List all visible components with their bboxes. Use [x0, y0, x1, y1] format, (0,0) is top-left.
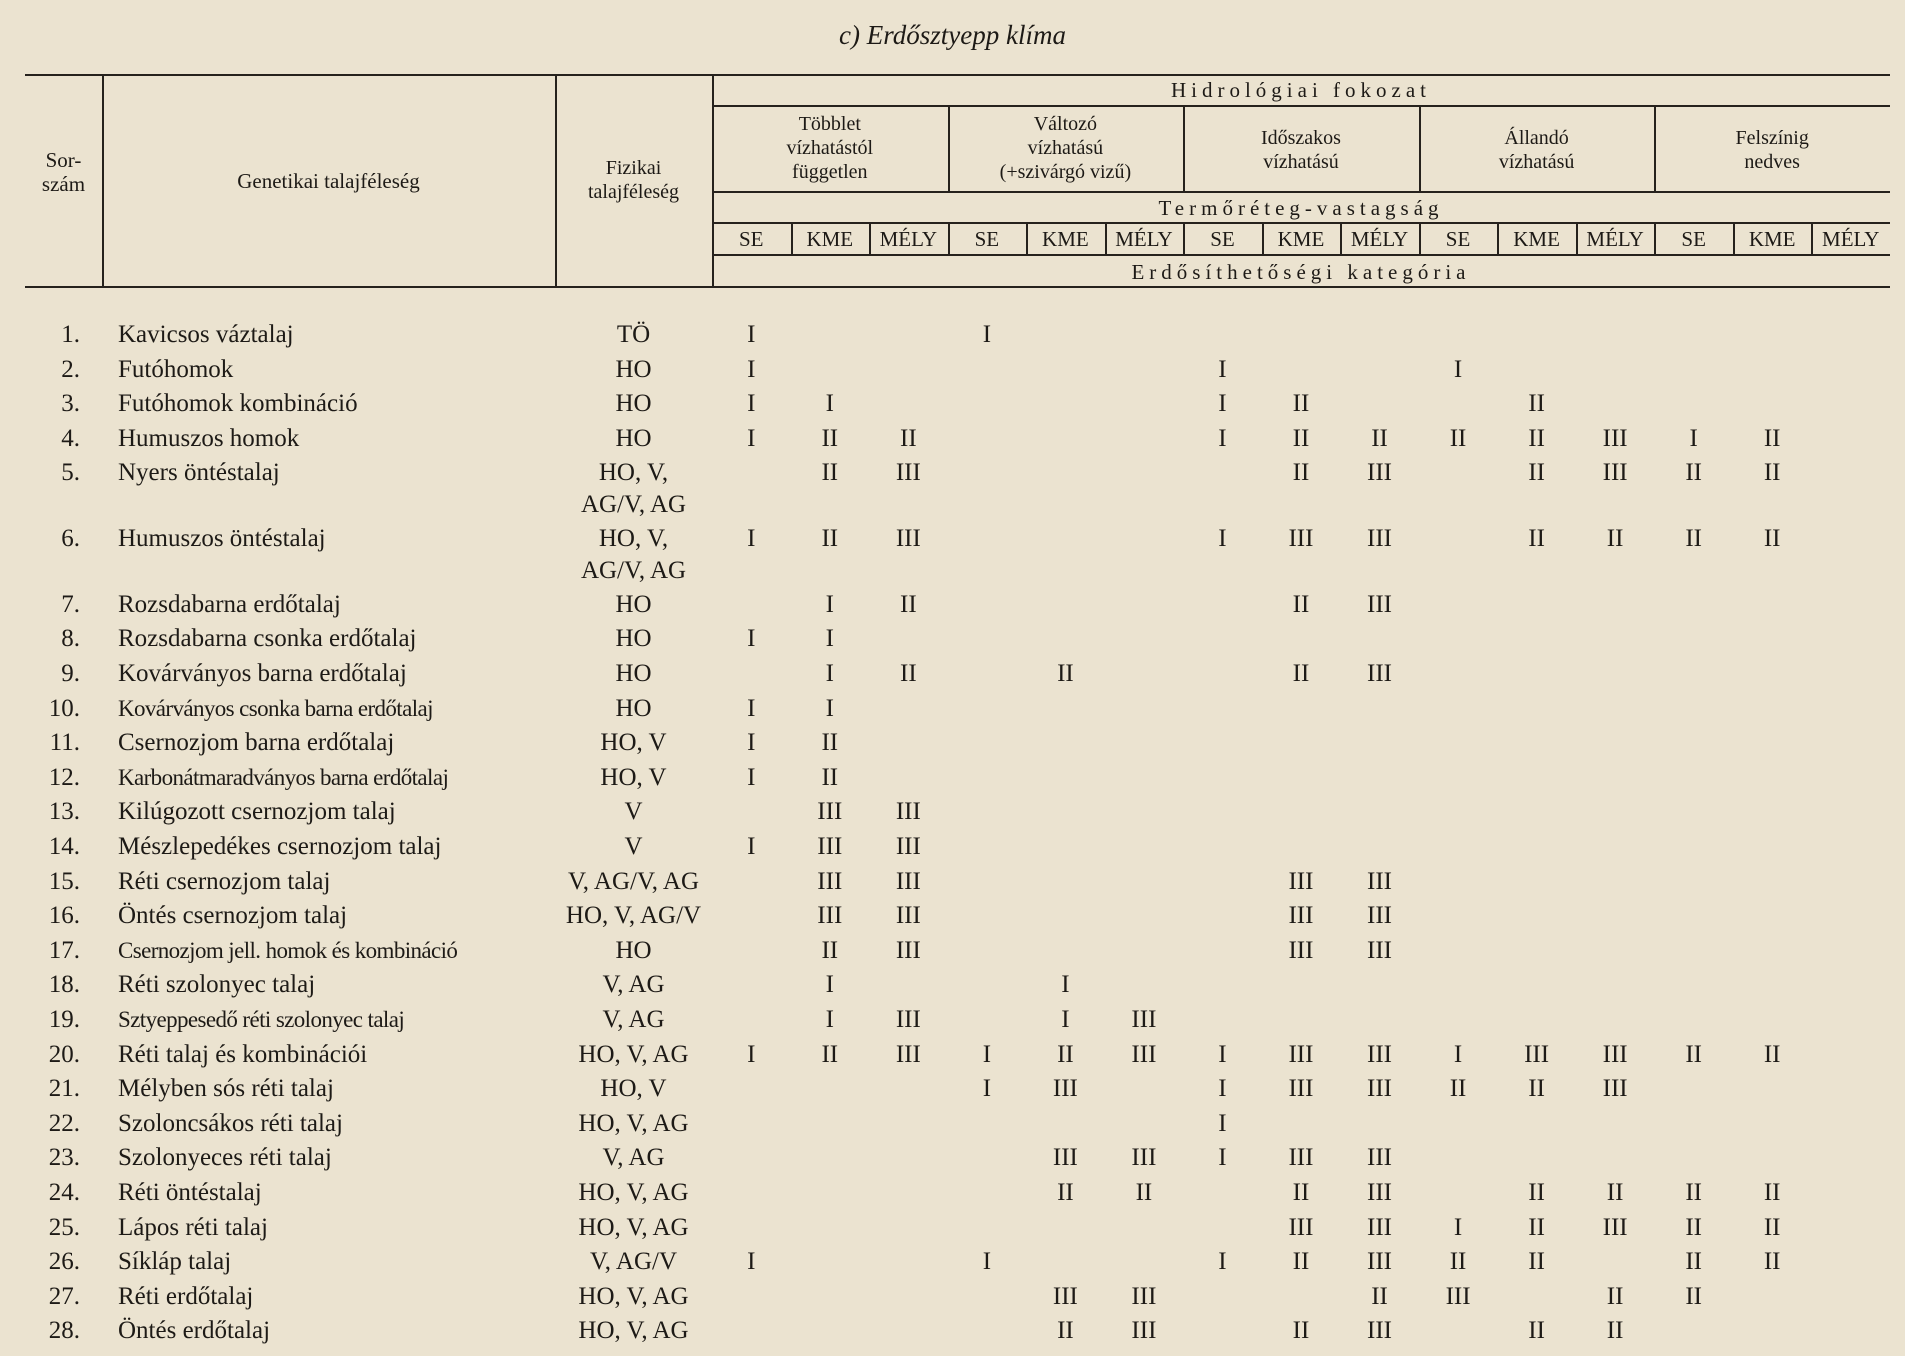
row-cell: II: [821, 459, 839, 487]
row-name: Csernozjom barna erdőtalaj: [118, 729, 395, 757]
row-cell: II: [1606, 1179, 1624, 1207]
header-depth: SE: [739, 227, 764, 251]
row-name: Karbonátmaradványos barna erdőtalaj: [118, 764, 449, 790]
row-cell: III: [1367, 1075, 1393, 1103]
header-depth: KME: [1042, 227, 1089, 251]
row-cell: III: [1367, 590, 1393, 618]
row-cell: III: [895, 902, 921, 930]
rule-hidrologiai: [712, 105, 1890, 107]
header-hidrologiai: Hidrológiai fokozat: [1170, 78, 1432, 102]
row-cell: III: [817, 902, 843, 930]
row-cell: II: [1292, 459, 1310, 487]
row-cell: II: [821, 729, 839, 757]
row-cell: III: [895, 1040, 921, 1068]
row-cell: III: [1288, 936, 1314, 964]
row-cell: II: [1449, 1075, 1467, 1103]
row-cell: I: [1218, 525, 1227, 553]
row-cell: I: [825, 625, 834, 653]
row-number: 6.: [61, 525, 80, 553]
row-cell: II: [1528, 459, 1545, 487]
row-cell: I: [747, 625, 756, 653]
row-cell: III: [1367, 902, 1393, 930]
row-cell: II: [1528, 390, 1545, 418]
row-cell: I: [825, 390, 834, 418]
row-name: Réti talaj és kombinációi: [118, 1040, 368, 1068]
row-phys: HO: [615, 660, 652, 688]
row-cell: III: [1131, 1006, 1157, 1034]
header-depth: MÉLY: [1822, 227, 1880, 251]
row-cell: III: [1602, 459, 1628, 487]
row-cell: II: [1685, 1213, 1702, 1241]
row-name: Futóhomok kombináció: [118, 390, 358, 418]
header-depth: KME: [1748, 227, 1796, 251]
row-cell: I: [1218, 1040, 1227, 1068]
row-cell: III: [1367, 1248, 1393, 1276]
row-number: 14.: [48, 833, 80, 861]
row-phys: HO: [615, 590, 652, 618]
row-cell: III: [1367, 459, 1393, 487]
header-group-4: Állandó vízhatású: [1498, 127, 1575, 173]
row-cell: II: [1292, 390, 1310, 418]
row-cell: III: [1131, 1282, 1157, 1310]
row-phys: TÖ: [616, 321, 651, 348]
row-cell: II: [821, 525, 839, 553]
row-cell: I: [1218, 355, 1227, 383]
row-name: Szolonyeces réti talaj: [118, 1144, 332, 1172]
row-number: 3.: [61, 390, 80, 418]
row-cell: I: [1061, 971, 1070, 999]
rule-groups: [712, 191, 1890, 193]
row-cell: II: [1685, 1282, 1702, 1310]
row-cell: I: [825, 590, 834, 618]
row-cell: II: [1057, 660, 1074, 688]
row-number: 7.: [61, 590, 80, 618]
row-cell: II: [1763, 1248, 1781, 1276]
row-cell: II: [1685, 459, 1702, 487]
row-cell: I: [982, 321, 992, 348]
row-cell: II: [1135, 1179, 1153, 1207]
row-phys: HO, V, AG/V, AG: [580, 525, 687, 585]
row-cell: III: [1602, 1075, 1628, 1103]
row-cell: III: [895, 1006, 921, 1034]
row-cell: II: [1528, 1213, 1545, 1241]
row-cell: I: [1218, 1109, 1227, 1137]
row-cell: II: [821, 1040, 839, 1068]
row-name: Síkláp talaj: [118, 1248, 232, 1276]
row-cell: I: [747, 355, 756, 383]
row-number: 28.: [48, 1317, 80, 1345]
row-phys: HO: [615, 936, 652, 964]
row-cell: III: [1288, 1075, 1314, 1103]
row-cell: II: [1685, 525, 1702, 553]
row-name: Humuszos homok: [118, 424, 300, 452]
header-depth: SE: [1445, 227, 1471, 251]
row-cell: II: [1371, 424, 1388, 452]
row-cell: II: [1292, 1317, 1310, 1345]
header-depth: SE: [974, 227, 1000, 251]
row-cell: III: [1131, 1317, 1157, 1345]
row-cell: III: [1602, 1213, 1628, 1241]
header-depth: MÉLY: [1586, 227, 1644, 251]
row-name: Kilúgozott csernozjom talaj: [118, 798, 396, 826]
row-cell: II: [1528, 1248, 1545, 1276]
row-phys: HO, V, AG/V, AG: [580, 459, 687, 519]
row-cell: II: [1763, 525, 1781, 553]
row-number: 23.: [48, 1144, 80, 1172]
row-cell: II: [1528, 424, 1545, 452]
row-cell: III: [895, 525, 921, 553]
row-cell: III: [1602, 424, 1628, 452]
row-name: Réti öntéstalaj: [118, 1179, 262, 1207]
header-depth: KME: [806, 227, 854, 251]
row-number: 27.: [48, 1282, 80, 1310]
row-name: Kovárványos barna erdőtalaj: [118, 660, 407, 688]
row-number: 4.: [61, 424, 80, 452]
row-number: 2.: [61, 355, 80, 383]
row-cell: II: [1685, 1040, 1702, 1068]
row-cell: III: [1602, 1040, 1628, 1068]
row-cell: I: [747, 525, 756, 553]
page-title: c) Erdősztyepp klíma: [839, 20, 1066, 50]
row-cell: II: [1763, 1040, 1781, 1068]
row-cell: II: [1528, 1075, 1545, 1103]
row-cell: I: [747, 694, 756, 722]
row-phys: V, AG: [602, 1144, 665, 1172]
header-termoreteg: Termőréteg-vastagság: [1158, 196, 1444, 220]
row-cell: I: [1218, 1075, 1227, 1103]
row-cell: III: [895, 798, 921, 826]
row-cell: III: [895, 833, 921, 861]
row-cell: II: [1528, 1317, 1545, 1345]
row-cell: I: [1453, 355, 1463, 383]
row-cell: I: [747, 763, 756, 791]
row-number: 8.: [61, 625, 80, 653]
row-name: Sztyeppesedő réti szolonyec talaj: [118, 1007, 405, 1033]
row-phys: HO, V, AG: [578, 1282, 689, 1310]
header-depth: MÉLY: [1115, 227, 1173, 251]
header-group-2: Változó vízhatású (+szivárgó vizű): [999, 113, 1132, 183]
header-depth: SE: [1210, 227, 1235, 251]
row-cell: III: [1367, 1213, 1393, 1241]
row-cell: I: [747, 1040, 756, 1068]
row-cell: III: [1131, 1144, 1157, 1172]
row-name: Réti erdőtalaj: [118, 1282, 254, 1310]
row-cell: III: [1367, 1179, 1393, 1207]
row-cell: III: [1367, 1317, 1393, 1345]
rule-depths: [712, 254, 1890, 256]
row-cell: II: [1292, 424, 1310, 452]
row-cell: II: [1763, 1213, 1781, 1241]
row-cell: I: [747, 390, 756, 418]
row-cell: I: [747, 1248, 756, 1276]
row-phys: HO, V: [600, 763, 667, 791]
row-cell: II: [821, 763, 839, 791]
row-phys: HO, V: [600, 1075, 667, 1103]
row-number: 24.: [48, 1179, 80, 1207]
row-cell: II: [1763, 424, 1781, 452]
row-cell: III: [1288, 902, 1314, 930]
row-cell: II: [1449, 1248, 1467, 1276]
row-cell: II: [1449, 424, 1467, 452]
row-cell: II: [1763, 459, 1781, 487]
row-cell: I: [825, 971, 834, 999]
row-number: 26.: [48, 1248, 80, 1276]
row-cell: I: [747, 424, 756, 452]
row-cell: III: [817, 798, 843, 826]
row-phys: V, AG/V: [589, 1248, 678, 1276]
row-cell: I: [747, 833, 756, 861]
row-cell: II: [1371, 1282, 1388, 1310]
header-depth: MÉLY: [879, 227, 938, 251]
row-cell: III: [1288, 1040, 1314, 1068]
row-name: Réti csernozjom talaj: [118, 867, 331, 895]
row-cell: I: [747, 729, 756, 757]
row-cell: II: [1057, 1040, 1074, 1068]
row-cell: III: [1367, 867, 1393, 895]
row-name: Nyers öntéstalaj: [118, 459, 280, 487]
row-cell: I: [825, 1006, 834, 1034]
header-genetikai: Genetikai talajféleség: [237, 169, 420, 193]
row-cell: III: [895, 867, 921, 895]
row-name: Mélyben sós réti talaj: [118, 1075, 334, 1103]
row-number: 22.: [48, 1109, 80, 1137]
row-phys: V: [624, 798, 643, 826]
row-cell: I: [1453, 1040, 1463, 1068]
row-cell: II: [821, 936, 839, 964]
row-name: Lápos réti talaj: [118, 1213, 268, 1241]
row-name: Kovárványos csonka barna erdőtalaj: [118, 695, 433, 721]
row-phys: HO, V, AG: [578, 1179, 689, 1207]
row-cell: II: [1528, 525, 1545, 553]
row-cell: III: [1445, 1282, 1471, 1310]
row-name: Humuszos öntéstalaj: [118, 525, 326, 553]
row-number: 15.: [48, 867, 80, 895]
row-cell: III: [1052, 1075, 1078, 1103]
row-phys: V: [624, 833, 643, 861]
row-name: Kavicsos váztalaj: [118, 321, 294, 348]
row-cell: II: [1685, 1248, 1702, 1276]
row-cell: I: [1218, 390, 1227, 418]
row-number: 5.: [61, 459, 80, 487]
header-depth: KME: [1513, 227, 1560, 251]
row-phys: HO, V, AG: [578, 1109, 689, 1137]
row-phys: HO: [615, 424, 652, 452]
row-phys: HO: [615, 390, 652, 418]
row-phys: HO, V, AG/V: [565, 902, 702, 930]
row-phys: HO, V, AG: [578, 1040, 689, 1068]
row-cell: I: [1689, 424, 1698, 452]
row-cell: III: [1052, 1144, 1078, 1172]
row-cell: II: [1292, 660, 1310, 688]
row-phys: HO: [615, 625, 652, 653]
row-phys: V, AG: [602, 971, 665, 999]
row-cell: II: [900, 590, 917, 618]
row-name: Öntés erdőtalaj: [118, 1317, 271, 1345]
row-cell: I: [982, 1075, 992, 1103]
row-phys: V, AG/V, AG: [567, 867, 700, 895]
row-cell: II: [1606, 525, 1624, 553]
row-cell: III: [895, 936, 921, 964]
row-cell: III: [1288, 1213, 1314, 1241]
row-name: Réti szolonyec talaj: [118, 971, 316, 999]
row-number: 13.: [48, 798, 80, 826]
row-number: 1.: [61, 321, 80, 348]
row-name: Rozsdabarna csonka erdőtalaj: [118, 625, 417, 653]
row-name: Csernozjom jell. homok és kombináció: [118, 937, 458, 963]
header-depth: SE: [1681, 227, 1706, 251]
row-number: 12.: [48, 763, 80, 791]
row-cell: III: [895, 459, 921, 487]
header-group-5: Felszínig nedves: [1735, 127, 1809, 173]
header-depth: MÉLY: [1350, 227, 1409, 251]
row-cell: I: [1061, 1006, 1070, 1034]
row-number: 19.: [48, 1006, 80, 1034]
rule-bottom: [25, 286, 1890, 288]
row-cell: III: [1131, 1040, 1157, 1068]
row-cell: II: [1606, 1282, 1624, 1310]
row-cell: II: [900, 424, 917, 452]
row-number: 21.: [48, 1075, 80, 1103]
row-number: 25.: [48, 1213, 80, 1241]
row-cell: III: [1052, 1282, 1078, 1310]
row-cell: I: [825, 694, 834, 722]
row-cell: II: [821, 424, 839, 452]
row-cell: II: [1292, 590, 1310, 618]
row-cell: III: [817, 867, 843, 895]
row-number: 16.: [48, 902, 80, 930]
row-cell: II: [1292, 1248, 1310, 1276]
header-depth: KME: [1277, 227, 1325, 251]
row-cell: II: [1763, 1179, 1781, 1207]
row-phys: V, AG: [602, 1006, 665, 1034]
row-cell: II: [1057, 1179, 1074, 1207]
header-fizikai: Fizikai talajféleség: [587, 157, 680, 203]
row-number: 17.: [48, 936, 80, 964]
row-phys: HO: [615, 355, 652, 383]
row-cell: I: [1218, 1144, 1227, 1172]
row-phys: HO, V, AG: [578, 1317, 689, 1345]
header-group-1: Többlet vízhatástól független: [786, 113, 874, 183]
row-cell: III: [1367, 936, 1393, 964]
row-cell: III: [1367, 525, 1393, 553]
row-phys: HO, V: [600, 729, 667, 757]
row-cell: II: [1057, 1317, 1074, 1345]
header-group-3: Időszakos vízhatású: [1260, 127, 1341, 173]
header-sorszam: Sor- szám: [41, 148, 86, 196]
row-phys: HO, V, AG: [578, 1213, 689, 1241]
row-phys: HO: [615, 694, 652, 722]
row-cell: III: [1367, 1040, 1393, 1068]
row-cell: III: [1524, 1040, 1550, 1068]
row-cell: I: [1218, 424, 1227, 452]
row-cell: I: [747, 321, 756, 348]
row-cell: II: [1685, 1179, 1702, 1207]
row-number: 9.: [61, 660, 80, 688]
row-cell: I: [1453, 1213, 1463, 1241]
row-cell: III: [1288, 525, 1314, 553]
row-cell: I: [982, 1040, 992, 1068]
row-number: 11.: [49, 729, 80, 757]
row-number: 20.: [48, 1040, 80, 1068]
row-name: Rozsdabarna erdőtalaj: [118, 590, 341, 618]
row-cell: I: [1218, 1248, 1227, 1276]
row-cell: III: [1367, 660, 1393, 688]
row-cell: II: [1606, 1317, 1624, 1345]
row-name: Szoloncsákos réti talaj: [118, 1109, 343, 1137]
row-name: Öntés csernozjom talaj: [118, 902, 348, 930]
row-name: Futóhomok: [118, 355, 234, 383]
row-cell: III: [1288, 867, 1314, 895]
row-cell: III: [1367, 1144, 1393, 1172]
row-cell: II: [900, 660, 917, 688]
row-cell: II: [1292, 1179, 1310, 1207]
row-cell: III: [817, 833, 843, 861]
row-name: Mészlepedékes csernozjom talaj: [118, 833, 442, 861]
header-erdosithetosegi: Erdősíthetőségi kategória: [1131, 260, 1471, 284]
row-cell: I: [825, 660, 834, 688]
row-cell: II: [1528, 1179, 1545, 1207]
row-cell: I: [982, 1248, 992, 1276]
row-number: 18.: [48, 971, 80, 999]
row-cell: III: [1288, 1144, 1314, 1172]
row-number: 10.: [48, 694, 80, 722]
